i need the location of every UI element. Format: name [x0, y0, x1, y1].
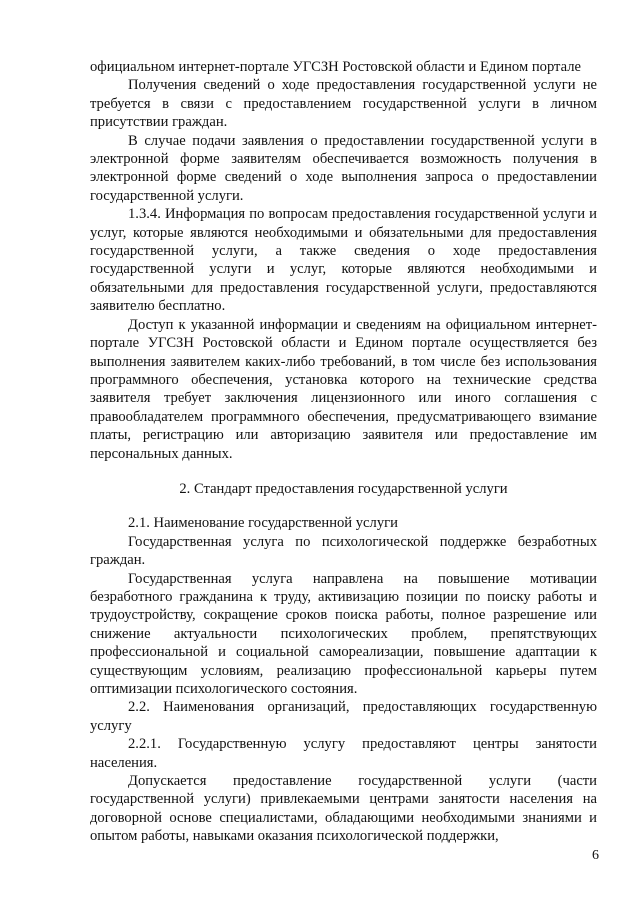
paragraph-service-purpose: Государственная услуга направлена на повышение мотивации безработного гражданина к труду, активизацию позиции по поиску работы и трудоустройству, сокращение сроков поиска работы, полное разрешение или снижение актуальности психологических проблем, препятствующих профессиональной и социальной самореализации, повышение адаптации к существующим условиям, реализацию профессиональной карьеры путем оптимизации психологического состояния. — [90, 570, 597, 697]
paragraph-access-conditions: Доступ к указанной информации и сведениям на официальном интернет-портале УГСЗН Ростовской области и Едином портале осуществляется без выполнения заявителем каких-либо требований, в том числе без использования программного обеспечения, установка которого на технические средства заявителя требует заключения лицензионного или иного соглашения с правообладателем программного обеспечения, предусматривающего взимание платы, регистрацию или авторизацию заявителя или предоставление им персональных данных. — [90, 316, 597, 462]
paragraph-2-1-heading: 2.1. Наименование государственной услуги — [128, 515, 398, 532]
paragraph-portal-continuation: официальном интернет-портале УГСЗН Ростовской области и Едином портале — [90, 59, 581, 75]
paragraph-status-not-required: Получения сведений о ходе предоставления государственной услуги не требуется в связи с предоставлением государственной услуги в личном присутствии граждан. — [90, 77, 597, 131]
paragraph-contracted-specialists: Допускается предоставление государственной услуги (части государственной услуги) привлекаемыми центрами занятости населения на договорной основе специалистами, обладающими необходимыми знаниями и опытом работы, навыками оказания психологической поддержки, — [90, 773, 597, 845]
paragraph-service-name: Государственная услуга по психологической поддержке безработных граждан. — [90, 533, 597, 569]
section-heading-2: 2. Стандарт предоставления государственной услуги — [179, 480, 508, 497]
paragraph-2-2-heading: 2.2. Наименования организаций, предоставляющих государственную услугу — [90, 699, 597, 734]
paragraph-2-2-1: 2.2.1. Государственную услугу предоставляют центры занятости населения. — [90, 736, 597, 771]
paragraph-1-3-4: 1.3.4. Информация по вопросам предоставления государственной услуги и услуг, которые являются необходимыми и обязательными для предоставления государственной услуги, а также сведения о ходе предоставления государственной услуги и услуг, которые являются необходимыми и обязательными для предоставления государственной услуги, предоставляются заявителю бесплатно. — [90, 206, 597, 315]
page-number: 6 — [592, 848, 599, 863]
paragraph-electronic-status: В случае подачи заявления о предоставлении государственной услуги в электронной форме заявителям обеспечивается возможность получения в электронной форме сведений о ходе выполнения запроса о предоставлении государственной услуги. — [90, 132, 597, 204]
document-body — [90, 58, 597, 846]
